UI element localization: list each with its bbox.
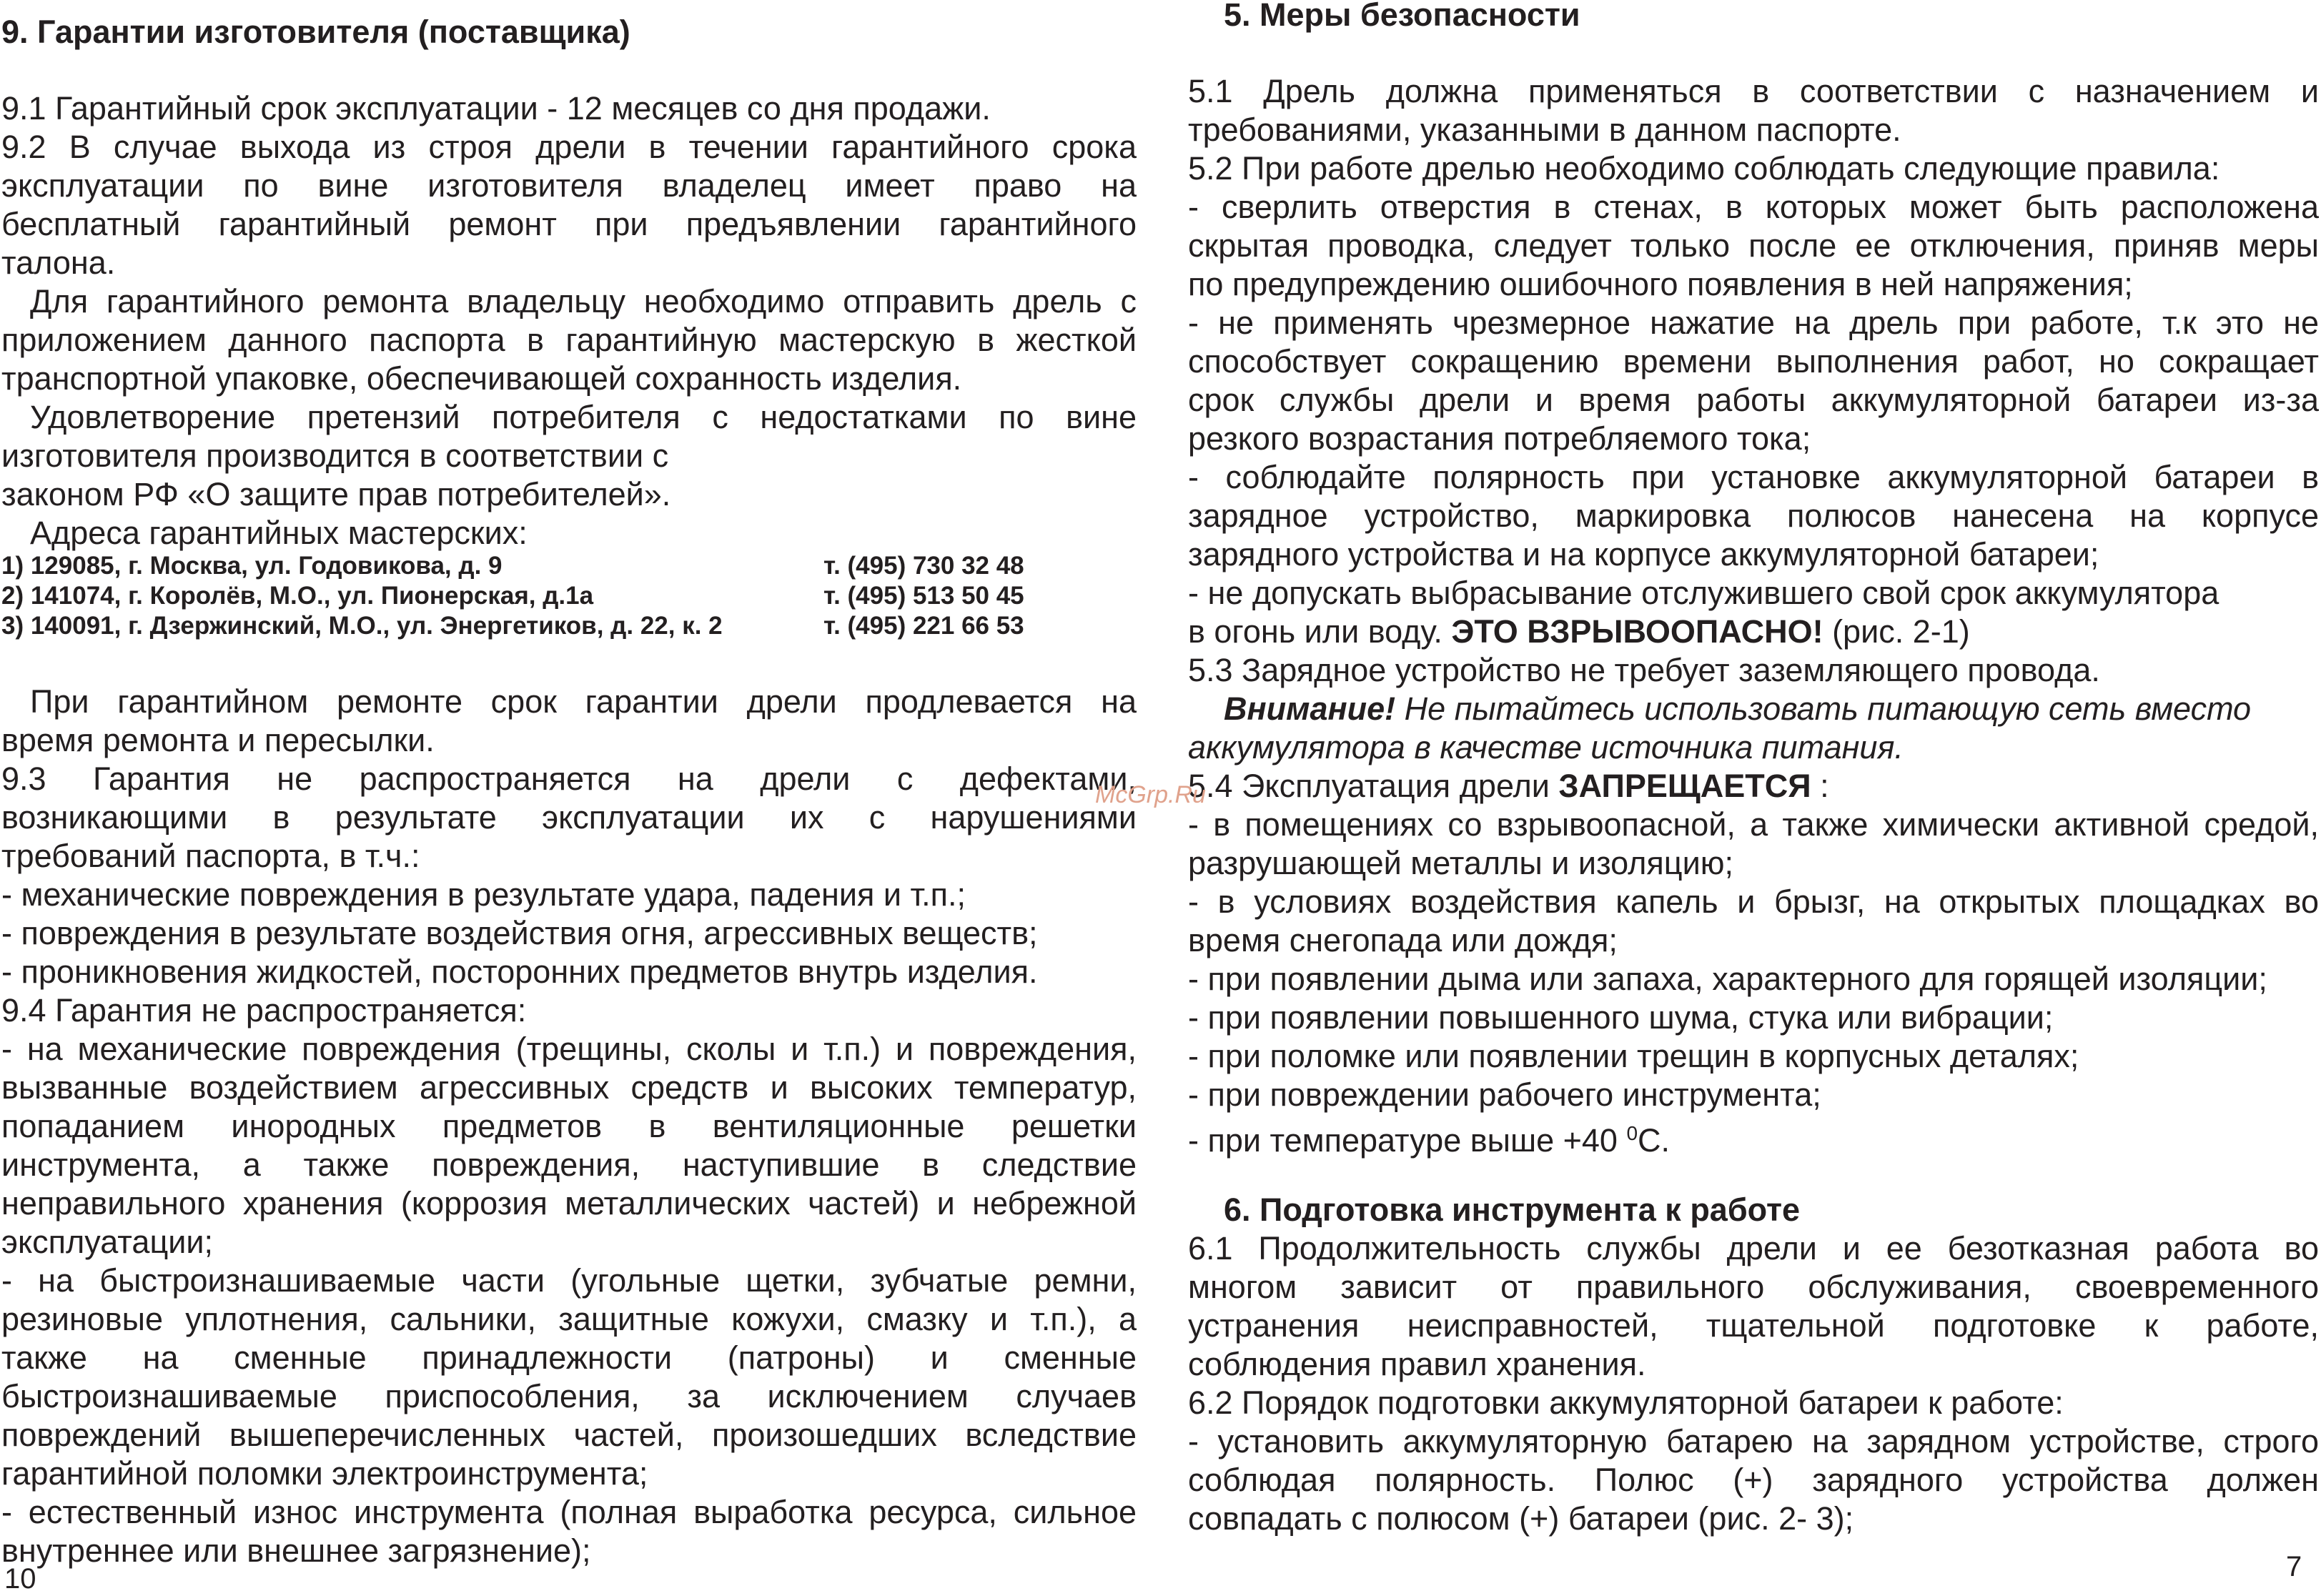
text-line: - механические повреждения в результате удара, падения и т.п.; bbox=[1, 876, 966, 913]
text-line: 5.1 Дрель должна применяться в соответствии с назначением и bbox=[1188, 73, 2319, 109]
section-6-heading: 6. Подготовка инструмента к работе bbox=[1224, 1191, 1801, 1228]
text-line: изготовителя производится в соответствии с bbox=[1, 437, 669, 474]
section-9-heading: 9. Гарантии изготовителя (поставщика) bbox=[1, 14, 630, 50]
text-span: : bbox=[1811, 768, 1829, 804]
text-line: по предупреждению ошибочного появления в ней напряжения; bbox=[1188, 266, 2133, 302]
text-line: 9.3 Гарантия не распространяется на дрели с дефектами, bbox=[1, 760, 1137, 797]
page-number-left: 10 bbox=[4, 1563, 36, 1595]
text-line: аккумулятора в качестве источника питания. bbox=[1188, 729, 1904, 765]
text-line: разрушающей металлы и изоляцию; bbox=[1188, 845, 1733, 881]
text-line: - не применять чрезмерное нажатие на дрель при работе, т.к это не bbox=[1188, 304, 2319, 341]
temperature-line bbox=[1188, 1114, 2319, 1159]
degree-sup: 0 bbox=[1626, 1122, 1638, 1144]
section-5-heading: 5. Меры безопасности bbox=[1224, 0, 1580, 33]
text-line: совпадать с полюсом (+) батареи (рис. 2- 3); bbox=[1188, 1500, 1854, 1537]
text-line: 9.1 Гарантийный срок эксплуатации - 12 месяцев со дня продажи. bbox=[1, 90, 991, 127]
text-line: При гарантийном ремонте срок гарантии дрели продлевается на bbox=[30, 683, 1137, 720]
address-row bbox=[1, 551, 1137, 581]
text-line: способствует сокращению времени выполнения работ, но сокращает bbox=[1188, 343, 2319, 380]
text-line: - повреждения в результате воздействия огня, агрессивных веществ; bbox=[1, 915, 1038, 951]
text-line: требований паспорта, в т.ч.: bbox=[1, 838, 420, 874]
text-line: транспортной упаковке, обеспечивающей сохранность изделия. bbox=[1, 360, 962, 397]
text-line: соблюдения правил хранения. bbox=[1188, 1346, 1646, 1382]
text-line: 6.1 Продолжительность службы дрели и ее безотказная работа во bbox=[1188, 1230, 2319, 1267]
phone-number: т. (495) 221 66 53 bbox=[823, 612, 1024, 640]
address-text: 2) 141074, г. Королёв, М.О., ул. Пионерская, д.1а bbox=[1, 582, 594, 610]
text-line: резкого возрастания потребляемого тока; bbox=[1188, 420, 1811, 457]
text-line: - на быстроизнашиваемые части (угольные щетки, зубчатые ремни, bbox=[1, 1262, 1137, 1299]
text-line: - установить аккумуляторную батарею на зарядном устройстве, строго bbox=[1188, 1423, 2319, 1459]
text-line: также на сменные принадлежности (патроны) и сменные bbox=[1, 1339, 1137, 1376]
text-line: талона. bbox=[1, 244, 116, 281]
address-text: 1) 129085, г. Москва, ул. Годовикова, д. 9 bbox=[1, 552, 503, 580]
text-line: Удовлетворение претензий потребителя с недостатками по вине bbox=[30, 399, 1137, 435]
text-line: - при поломке или появлении трещин в корпусных деталях; bbox=[1188, 1038, 2079, 1074]
text-line: попаданием инородных предметов в вентиляционные решетки bbox=[1, 1108, 1137, 1144]
text-line: - при повреждении рабочего инструмента; bbox=[1188, 1076, 1821, 1113]
text-line: зарядное устройство, маркировка полюсов нанесена на корпусе bbox=[1188, 497, 2319, 534]
text-line: - в условиях воздействия капель и брызг, на открытых площадках во bbox=[1188, 883, 2319, 920]
text-line: вызванные воздействием агрессивных средств и высоких температур, bbox=[1, 1069, 1137, 1106]
text-line: - на механические повреждения (трещины, сколы и т.п.) и повреждения, bbox=[1, 1031, 1137, 1067]
address-row bbox=[1, 611, 1137, 641]
text-line: - естественный износ инструмента (полная выработка ресурса, сильное bbox=[1, 1494, 1137, 1530]
forbidden-label: ЗАПРЕЩАЕТСЯ bbox=[1558, 768, 1811, 804]
phone-number: т. (495) 513 50 45 bbox=[823, 582, 1024, 610]
text-line: время ремонта и пересылки. bbox=[1, 722, 435, 758]
text-line: эксплуатации; bbox=[1, 1224, 213, 1260]
text-line: скрытая проводка, следует только после ее отключения, приняв меры bbox=[1188, 227, 2319, 264]
text-line: внутреннее или внешнее загрязнение); bbox=[1, 1532, 591, 1569]
attention-label: Внимание! bbox=[1224, 690, 1396, 727]
text-line: 9.4 Гарантия не распространяется: bbox=[1, 992, 527, 1029]
text-line: срок службы дрели и время работы аккумуляторной батареи из-за bbox=[1188, 382, 2319, 418]
text-line: - при появлении дыма или запаха, характерного для горящей изоляции; bbox=[1188, 961, 2267, 997]
text-line: - не допускать выбрасывание отслужившего свой срок аккумулятора bbox=[1188, 575, 2219, 611]
text-line: - проникновения жидкостей, посторонних предметов внутрь изделия. bbox=[1, 953, 1038, 990]
text-span: (рис. 2-1) bbox=[1823, 613, 1970, 650]
text-span: С. bbox=[1638, 1122, 1671, 1159]
text-line: - в помещениях со взрывоопасной, а также химически активной средой, bbox=[1188, 806, 2319, 843]
watermark: McGrp.Ru bbox=[1095, 781, 1206, 808]
explosion-warning-line bbox=[1188, 613, 2319, 651]
text-line: эксплуатации по вине изготовителя владелец имеет право на bbox=[1, 167, 1137, 204]
text-line: быстроизнашиваемые приспособления, за исключением случаев bbox=[1, 1378, 1137, 1414]
text-line: - сверлить отверстия в стенах, в которых может быть расположена bbox=[1188, 189, 2319, 225]
text-line: неправильного хранения (коррозия металлических частей) и небрежной bbox=[1, 1185, 1137, 1221]
text-line: время снегопада или дождя; bbox=[1188, 922, 1618, 958]
text-span: - при температуре выше +40 bbox=[1188, 1122, 1627, 1159]
text-line: резиновые уплотнения, сальники, защитные кожухи, смазку и т.п.), а bbox=[1, 1301, 1137, 1337]
address-text: 3) 140091, г. Дзержинский, М.О., ул. Энергетиков, д. 22, к. 2 bbox=[1, 612, 723, 640]
text-line: возникающими в результате эксплуатации их с нарушениями bbox=[1, 799, 1137, 836]
text-line: законом РФ «О защите прав потребителей». bbox=[1, 476, 671, 512]
text-line: бесплатный гарантийный ремонт при предъявлении гарантийного bbox=[1, 206, 1137, 242]
text-span: Не пытайтесь использовать питающую сеть вместо bbox=[1395, 690, 2252, 727]
attention-line bbox=[1188, 690, 2319, 728]
text-line: устранения неисправностей, тщательной подготовке к работе, bbox=[1188, 1307, 2319, 1344]
text-line: 9.2 В случае выхода из строя дрели в течении гарантийного срока bbox=[1, 129, 1137, 165]
text-line: требованиями, указанными в данном паспорте. bbox=[1188, 111, 1901, 148]
phone-number: т. (495) 730 32 48 bbox=[823, 552, 1024, 580]
text-line: 5.2 При работе дрелью необходимо соблюдать следующие правила: bbox=[1188, 150, 2220, 187]
address-row bbox=[1, 581, 1137, 611]
text-line: - соблюдайте полярность при установке аккумуляторной батареи в bbox=[1188, 459, 2319, 495]
text-line: Для гарантийного ремонта владельцу необходимо отправить дрель с bbox=[30, 283, 1137, 319]
text-line: многом зависит от правильного обслуживания, своевременного bbox=[1188, 1269, 2319, 1305]
text-line: повреждений вышеперечисленных частей, произошедших вследствие bbox=[1, 1417, 1137, 1453]
text-line: зарядного устройства и на корпусе аккумуляторной батареи; bbox=[1188, 536, 2099, 573]
page-number-right: 7 bbox=[2286, 1551, 2302, 1582]
text-line: 6.2 Порядок подготовки аккумуляторной батареи к работе: bbox=[1188, 1384, 2064, 1421]
text-line: гарантийной поломки электроинструмента; bbox=[1, 1455, 648, 1492]
text-line: соблюдая полярность. Полюс (+) зарядного устройства должен bbox=[1188, 1462, 2319, 1498]
text-line: 5.3 Зарядное устройство не требует заземляющего провода. bbox=[1188, 652, 2100, 688]
text-line: приложением данного паспорта в гарантийную мастерскую в жесткой bbox=[1, 322, 1137, 358]
text-line: инструмента, а также повреждения, наступившие в следствие bbox=[1, 1146, 1137, 1183]
text-line: - при появлении повышенного шума, стука или вибрации; bbox=[1188, 999, 2054, 1036]
forbidden-line bbox=[1188, 767, 2319, 806]
text-span: 5.4 Эксплуатация дрели bbox=[1188, 768, 1559, 804]
text-line: Адреса гарантийных мастерских: bbox=[30, 515, 528, 551]
text-span: в огонь или воду. bbox=[1188, 613, 1452, 650]
explosion-warning: ЭТО ВЗРЫВООПАСНО! bbox=[1451, 613, 1823, 650]
